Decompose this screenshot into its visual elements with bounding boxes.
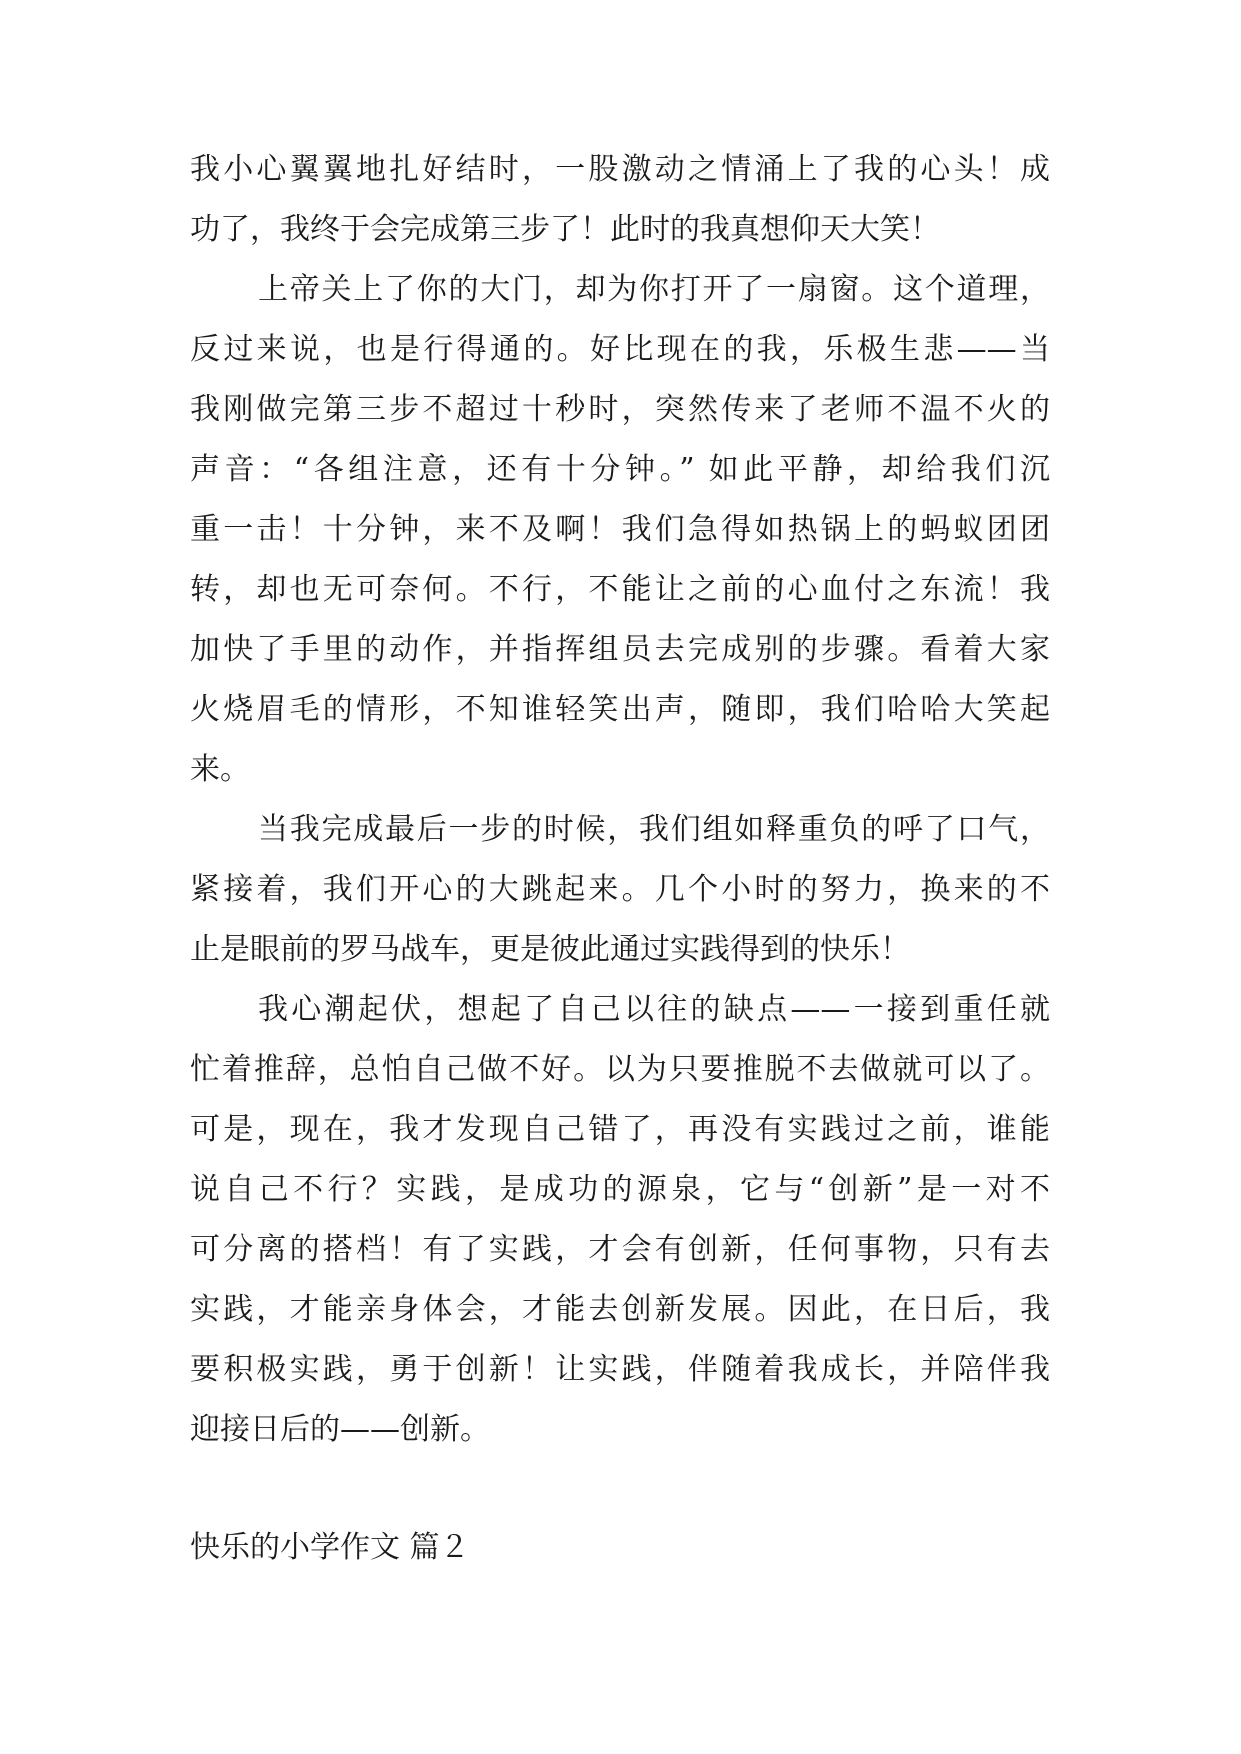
text-line: 功了，我终于会完成第三步了！此时的我真想仰天大笑！ bbox=[190, 212, 940, 247]
text-line: 当我完成最后一步的时候，我们组如释重负的呼了口气， bbox=[258, 812, 1050, 847]
text-line: 转，却也无可奈何。不行，不能让之前的心血付之东流！我 bbox=[190, 572, 1050, 607]
text-line: 实践，才能亲身体会，才能去创新发展。因此，在日后，我 bbox=[190, 1292, 1050, 1327]
text-line: 我小心翼翼地扎好结时，一股激动之情涌上了我的心头！成 bbox=[190, 152, 1050, 187]
text-line: 我刚做完第三步不超过十秒时，突然传来了老师不温不火的 bbox=[190, 392, 1050, 427]
text-line: 说自己不行？实践，是成功的源泉，它与“创新”是一对不 bbox=[190, 1172, 1050, 1207]
text-line: 声音：“各组注意，还有十分钟。” 如此平静，却给我们沉 bbox=[190, 452, 1050, 487]
text-line: 可分离的搭档！有了实践，才会有创新，任何事物，只有去 bbox=[190, 1232, 1050, 1267]
text-line: 火烧眉毛的情形，不知谁轻笑出声，随即，我们哈哈大笑起 bbox=[190, 692, 1050, 727]
text-line: 上帝关上了你的大门，却为你打开了一扇窗。这个道理， bbox=[258, 272, 1050, 307]
text-line: 我心潮起伏，想起了自己以往的缺点——一接到重任就 bbox=[258, 992, 1050, 1027]
text-line: 来。 bbox=[190, 752, 250, 787]
text-line: 紧接着，我们开心的大跳起来。几个小时的努力，换来的不 bbox=[190, 872, 1050, 907]
text-line: 忙着推辞，总怕自己做不好。以为只要推脱不去做就可以了。 bbox=[190, 1052, 1050, 1087]
text-line: 止是眼前的罗马战车，更是彼此通过实践得到的快乐！ bbox=[190, 932, 910, 967]
text-line: 反过来说，也是行得通的。好比现在的我，乐极生悲——当 bbox=[190, 332, 1050, 367]
text-line: 加快了手里的动作，并指挥组员去完成别的步骤。看着大家 bbox=[190, 632, 1050, 667]
text-line: 可是，现在，我才发现自己错了，再没有实践过之前，谁能 bbox=[190, 1112, 1050, 1147]
text-line: 重一击！十分钟，来不及啊！我们急得如热锅上的蚂蚁团团 bbox=[190, 512, 1050, 547]
text-line: 要积极实践，勇于创新！让实践，伴随着我成长，并陪伴我 bbox=[190, 1352, 1050, 1387]
section-heading: 快乐的小学作文 篇２ bbox=[190, 1530, 470, 1565]
text-line: 迎接日后的——创新。 bbox=[190, 1412, 490, 1447]
